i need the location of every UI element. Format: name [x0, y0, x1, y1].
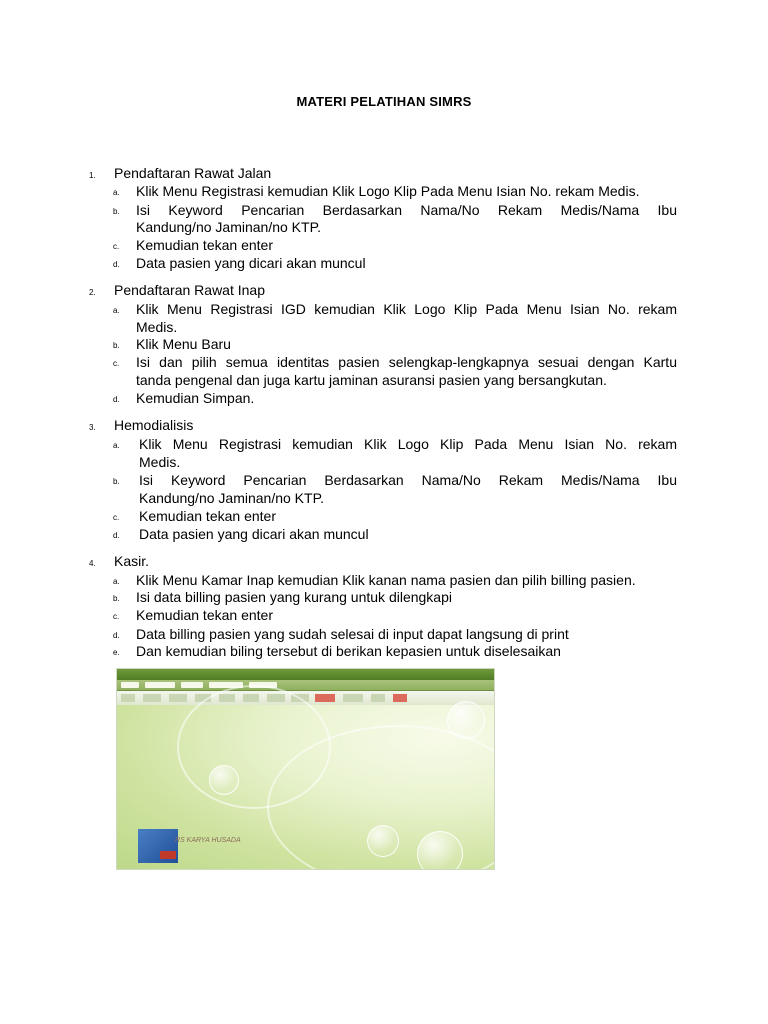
item-text: Klik Menu Registrasi IGD kemudian Klik Logo Klip Pada Menu Isian No. rekam: [136, 301, 677, 317]
item-letter: c.: [113, 242, 120, 251]
toolbar-icon: [121, 694, 135, 702]
item-letter: d.: [113, 531, 120, 540]
toolbar-button: [121, 682, 139, 688]
item-letter: c.: [113, 612, 120, 621]
item-letter: a.: [113, 306, 120, 315]
item-text: Kemudian tekan enter: [139, 508, 276, 524]
section-number: 2.: [89, 288, 96, 297]
hospital-logo-icon: [138, 829, 178, 863]
decorative-bubble: [447, 701, 485, 739]
item-letter: a.: [113, 188, 120, 197]
section-title: Hemodialisis: [114, 417, 194, 433]
item-text: Data pasien yang dicari akan muncul: [139, 526, 369, 542]
item-text: Medis.: [139, 454, 181, 470]
decorative-bubble: [417, 831, 463, 870]
item-letter: d.: [113, 260, 120, 269]
item-text: Isi dan pilih semua identitas pasien selengkap-lengkapnya sesuai dengan Kartu: [136, 354, 677, 370]
decorative-bubble: [367, 825, 399, 857]
hospital-logo-text: RS KARYA HUSADA: [175, 837, 241, 844]
item-text: Klik Menu Registrasi kemudian Klik Logo Klip Pada Menu Isian No. rekam: [139, 436, 677, 452]
item-text: Data pasien yang dicari akan muncul: [136, 255, 366, 271]
item-text: Isi Keyword Pencarian Berdasarkan Nama/No Rekam Medis/Nama Ibu: [139, 472, 677, 488]
page-title: MATERI PELATIHAN SIMRS: [296, 94, 472, 109]
app-toolbar-primary: [117, 680, 494, 691]
item-text: Klik Menu Registrasi kemudian Klik Logo Klip Pada Menu Isian No. rekam Medis.: [136, 183, 640, 199]
app-menubar: [117, 669, 494, 680]
toolbar-icon: [169, 694, 187, 702]
item-letter: b.: [113, 341, 120, 350]
toolbar-icon: [371, 694, 385, 702]
section-title: Kasir.: [114, 553, 150, 569]
toolbar-button: [181, 682, 203, 688]
section-title: Pendaftaran Rawat Inap: [114, 282, 265, 298]
item-letter: e.: [113, 648, 120, 657]
item-letter: b.: [113, 207, 120, 216]
toolbar-icon: [143, 694, 161, 702]
item-letter: b.: [113, 477, 120, 486]
app-screenshot: [116, 668, 495, 870]
item-text: Isi Keyword Pencarian Berdasarkan Nama/No Rekam Medis/Nama Ibu: [136, 202, 677, 218]
item-letter: c.: [113, 513, 120, 522]
item-text: Medis.: [136, 319, 178, 335]
item-letter: a.: [113, 441, 120, 450]
item-text: tanda pengenal dan juga kartu jaminan asuransi pasien yang bersangkutan.: [136, 372, 607, 388]
toolbar-icon: [315, 694, 335, 702]
item-text: Klik Menu Baru: [136, 336, 231, 352]
section-number: 1.: [89, 171, 96, 180]
section-title: Pendaftaran Rawat Jalan: [114, 165, 272, 181]
toolbar-icon: [343, 694, 363, 702]
item-text: Kandung/no Jaminan/no KTP.: [139, 490, 324, 506]
item-text: Kemudian tekan enter: [136, 237, 273, 253]
item-text: Isi data billing pasien yang kurang untuk dilengkapi: [136, 589, 452, 605]
item-text: Klik Menu Kamar Inap kemudian Klik kanan nama pasien dan pilih billing pasien.: [136, 572, 636, 588]
item-text: Kemudian Simpan.: [136, 390, 255, 406]
section-number: 4.: [89, 559, 96, 568]
item-text: Kandung/no Jaminan/no KTP.: [136, 219, 321, 235]
item-letter: b.: [113, 594, 120, 603]
toolbar-button: [145, 682, 175, 688]
item-text: Dan kemudian biling tersebut di berikan kepasien untuk diselesaikan: [136, 643, 561, 659]
item-letter: c.: [113, 359, 120, 368]
item-letter: d.: [113, 631, 120, 640]
item-text: Data billing pasien yang sudah selesai di input dapat langsung di print: [136, 626, 569, 642]
toolbar-icon: [393, 694, 407, 702]
item-letter: a.: [113, 577, 120, 586]
decorative-bubble: [209, 765, 239, 795]
section-number: 3.: [89, 423, 96, 432]
item-text: Kemudian tekan enter: [136, 607, 273, 623]
item-letter: d.: [113, 395, 120, 404]
